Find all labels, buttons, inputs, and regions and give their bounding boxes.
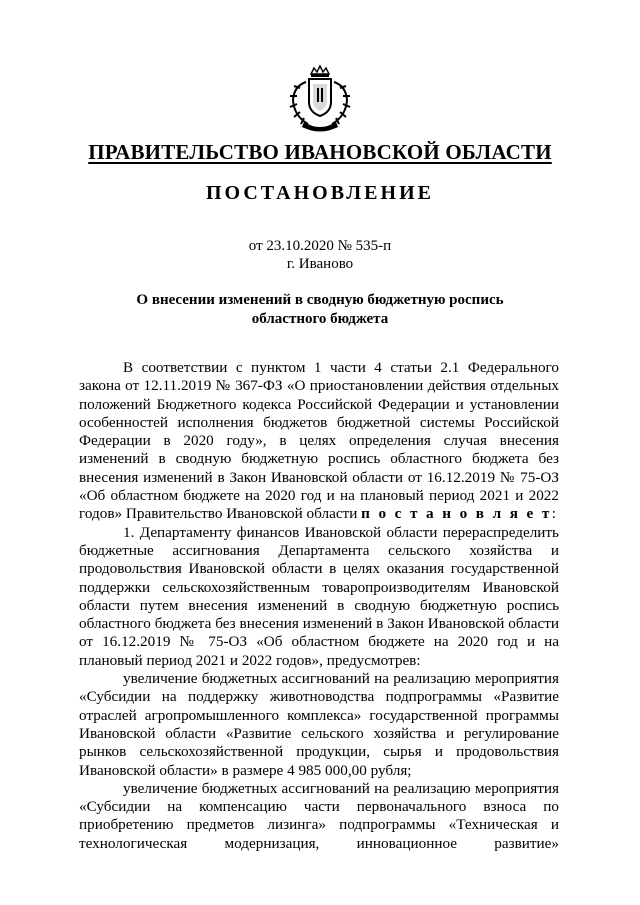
document-date-number: от 23.10.2020 № 535-п	[248, 238, 392, 254]
subject-line-2: областного бюджета	[251, 311, 389, 327]
decree-word: п о с т а н о в л я е т	[361, 505, 552, 523]
document-type: ПОСТАНОВЛЕНИЕ	[206, 182, 434, 204]
government-title: ПРАВИТЕЛЬСТВО ИВАНОВСКОЙ ОБЛАСТИ	[88, 140, 552, 164]
document-body	[79, 359, 559, 853]
document-city: г. Иваново	[286, 256, 354, 272]
preamble-paragraph	[79, 359, 559, 524]
decree-colon: :	[551, 505, 556, 523]
subject-line-1: О внесении изменений в сводную бюджетную роспись	[136, 292, 504, 308]
increase-1-paragraph: увеличение бюджетных ассигнований на реализацию мероприятия «Субсидии на поддержку животноводства подпрограммы «Развитие отраслей агропромышленного комплекса» государственной программы Ивановской области «Развитие сельского хозяйства и регулирование рынков сельскохозяйственной продукции, сырья и продовольствия Ивановской области» в размере 4 985 000,00 рубля;	[79, 670, 559, 779]
coat-of-arms-icon	[284, 64, 356, 134]
item-1-paragraph: 1. Департаменту финансов Ивановской области перераспределить бюджетные ассигнования Департамента сельского хозяйства и продовольствия Ивановской области в целях оказания государственной поддержки сельскохозяйственным товаропроизводителям Ивановской области путем внесения изменений в сводную бюджетную роспись областного бюджета без внесения изменений в Закон Ивановской области от 16.12.2019 № 75-ОЗ «Об областном бюджете на 2020 год и на плановый период 2021 и 2022 годов», предусмотрев:	[79, 523, 559, 669]
preamble-text: В соответствии с пунктом 1 части 4 статьи 2.1 Федерального закона от 12.11.2019 № 367-ФЗ «О приостановлении действия отдельных положений Бюджетного кодекса Российской Федерации и установлении особенностей исполнения бюджетов бюджетной системы Российской Федерации в 2020 году», в целях определения случая внесения изменений в сводную бюджетную роспись областного бюджета без внесения изменений в Закон Ивановской области от 16.12.2019 № 75-ОЗ «Об областном бюджете на 2020 год и на плановый период 2021 и 2022 годов» Правительство Ивановской области	[79, 359, 559, 523]
document-subject	[90, 291, 550, 329]
increase-2-paragraph: увеличение бюджетных ассигнований на реализацию мероприятия «Субсидии на компенсацию части первоначального взноса по приобретению предметов лизинга» подпрограммы «Техническая и технологическая модернизация, инновационное развитие»	[79, 779, 559, 852]
